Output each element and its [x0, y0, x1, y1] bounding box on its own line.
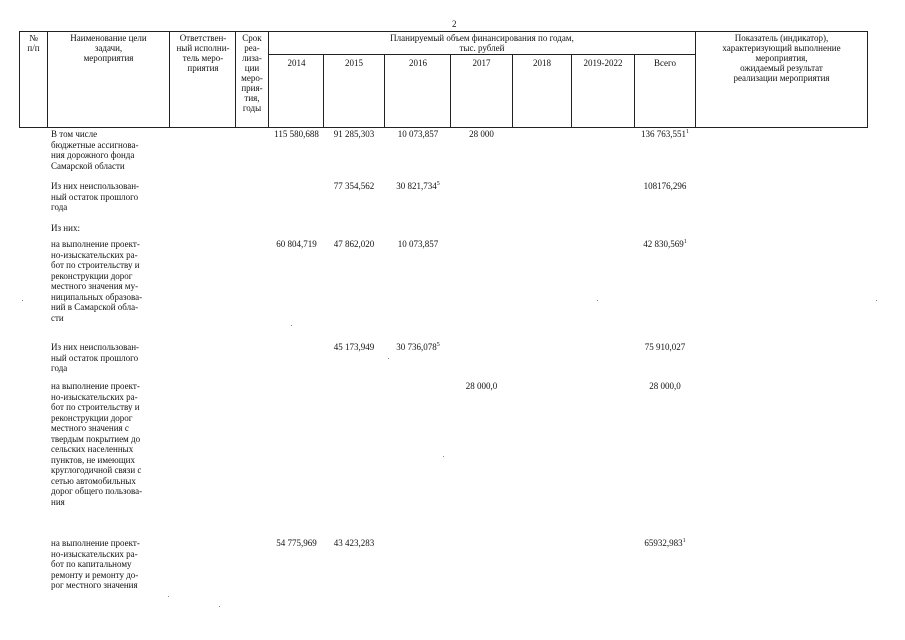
cell-value: 30 821,734	[396, 181, 437, 191]
header-col-responsible	[170, 33, 236, 73]
header-total: Всего	[653, 58, 677, 68]
cell-y2017	[451, 381, 512, 392]
cell-value: 43 423,283	[333, 538, 375, 548]
header-col-indicator	[696, 33, 867, 83]
footnote-marker: 1	[686, 129, 689, 135]
row-description: В том числе бюджетные ассигнова- ния дорожного фонда Самарской области	[51, 129, 139, 171]
cell-value: 30 736,078	[396, 342, 437, 352]
scan-dot	[443, 456, 444, 457]
scan-dot	[219, 606, 220, 607]
cell-total	[635, 342, 695, 353]
cell-y2015	[324, 239, 384, 250]
cell-total	[635, 239, 695, 250]
scan-dot	[22, 300, 23, 301]
cell-value: 28 000	[469, 129, 494, 139]
header-indicator-text: Показатель (индикатор), характеризующий выполнение мероприятия, ожидаемый результат реализации мероприятия	[722, 33, 841, 83]
cell-y2015	[324, 342, 384, 353]
header-year-2015: 2015	[345, 58, 363, 68]
cell-total	[635, 129, 695, 140]
row-description: Из них неиспользован- ный остаток прошлого года	[51, 342, 140, 373]
row-description: на выполнение проект- но-изыскательских ра- бот по строительству и реконструкции дорог местного значения с твердым покрытием до сельских населенных пунктов, не имеющих круглогодичной связи с сетью автомобильных дорог общего пользова- ния	[51, 381, 143, 507]
cell-value: 75 910,027	[644, 342, 686, 352]
footnote-marker: 1	[683, 239, 687, 245]
header-number-text: № п/п	[27, 33, 40, 53]
header-term-text: Срок реа- лиза- ции меро- прия- тия, годы	[241, 33, 263, 113]
row-description: на выполнение проект- но-изыскательских ра- бот по строительству и реконструкции дорог местного значения му- ниципальных образова- ний в Самарской обла- сти	[51, 239, 143, 323]
cell-y2016	[385, 181, 451, 192]
cell-value: 115 580,688	[274, 129, 319, 139]
header-col-planned-financing	[269, 33, 695, 53]
scan-dot	[168, 596, 169, 597]
cell-value: 91 285,303	[333, 129, 375, 139]
row-description: Из них неиспользован- ный остаток прошлого года	[51, 181, 140, 212]
cell-total	[635, 538, 695, 549]
cell-y2015	[324, 181, 384, 192]
row-description: на выполнение проект- но-изыскательских ра- бот по капитальному ремонту и ремонту до- рог местного значения	[51, 538, 140, 590]
cell-y2014	[269, 129, 324, 140]
footnote-marker: 5	[436, 181, 440, 187]
cell-y2016	[385, 129, 451, 140]
cell-value: 54 775,969	[276, 538, 317, 548]
scan-dot	[876, 300, 877, 301]
cell-total	[635, 381, 695, 392]
header-year-2019-2022: 2019-2022	[583, 58, 623, 68]
cell-y2015	[324, 538, 384, 549]
cell-value: 65932,983	[644, 538, 683, 548]
cell-value: 42 830,569	[643, 239, 684, 249]
cell-y2016	[385, 239, 451, 250]
cell-value: 108176,296	[643, 181, 687, 191]
cell-value: 10 073,857	[397, 129, 439, 139]
cell-value: 28 000,0	[649, 381, 681, 391]
header-responsible-text: Ответствен- ный исполни- тель меро- приятия	[176, 33, 230, 73]
scan-dot	[388, 358, 389, 359]
cell-value: 10 073,857	[397, 239, 439, 249]
header-year-2016: 2016	[409, 58, 427, 68]
header-year-2014: 2014	[287, 58, 306, 68]
header-name-text: Наименование цели задачи, мероприятия	[70, 33, 147, 63]
row-description: Из них:	[51, 223, 80, 233]
cell-value: 47 862,020	[333, 239, 375, 249]
header-col-name	[48, 33, 169, 63]
scan-dot	[597, 300, 598, 301]
cell-value: 77 354,562	[333, 181, 375, 191]
header-col-number	[19, 33, 48, 53]
cell-y2015	[324, 129, 384, 140]
cell-value: 136 763,551	[641, 129, 686, 139]
cell-value: 28 000,0	[465, 381, 498, 391]
header-planned-financing-text: Планируемый объем финансирования по годам, тыс. рублей	[390, 33, 574, 53]
header-year-2018: 2018	[533, 58, 551, 68]
header-year-2017: 2017	[472, 58, 491, 68]
footnote-marker: 1	[682, 538, 686, 544]
page-number: 2	[452, 19, 457, 29]
cell-y2016	[385, 342, 451, 353]
cell-y2017	[451, 129, 512, 140]
cell-value: 45 173,949	[333, 342, 375, 352]
cell-y2014	[269, 239, 324, 250]
scan-dot	[291, 325, 292, 326]
cell-y2014	[269, 538, 324, 549]
cell-total	[635, 181, 695, 192]
footnote-marker: 5	[436, 342, 440, 348]
header-col-term	[236, 33, 268, 113]
cell-value: 60 804,719	[276, 239, 317, 249]
